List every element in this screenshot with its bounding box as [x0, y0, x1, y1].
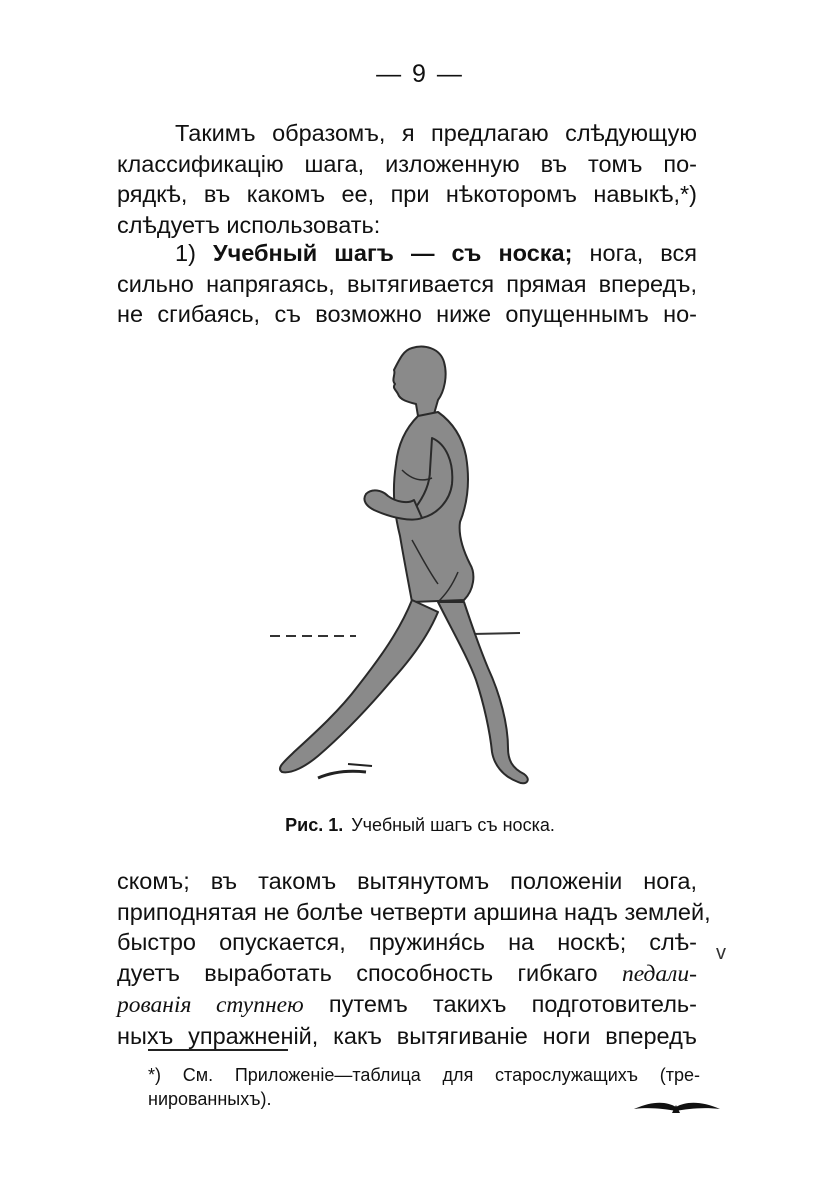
text-line: не сгибаясь, съ возможно ниже опущеннымъ но-	[117, 301, 697, 327]
text-line: ныхъ упражненій, какъ вытягиваніе ноги впередъ	[117, 1022, 697, 1049]
margin-check-mark: v	[716, 942, 726, 964]
text-line	[117, 238, 697, 269]
text-line: приподнятая не болѣе четверти аршина надъ землей,	[117, 898, 711, 925]
figure-caption-text: Учебный шагъ съ носка.	[351, 815, 555, 835]
text-line: слѣдуетъ использовать:	[117, 211, 381, 238]
step-term: Учебный шагъ — съ носка;	[212, 240, 573, 266]
footnote-line: нированныхъ).	[148, 1089, 272, 1109]
footnote-rule	[148, 1049, 288, 1051]
footnote-line: *) См. Приложеніе—таблица для старослужащихъ (тре-	[148, 1065, 700, 1085]
text-line: сильно напрягаясь, вытягивается прямая впередъ,	[117, 270, 697, 297]
figure-caption	[0, 815, 840, 836]
text-line: скомъ; въ такомъ вытянутомъ положеніи нога,	[117, 868, 697, 894]
footnote	[148, 1063, 700, 1111]
list-number: 1)	[175, 240, 196, 266]
paragraph-training-step	[117, 238, 697, 330]
text-line: быстро опускается, пружиня́сь на носкѣ; слѣ-	[117, 929, 697, 955]
text-line: Такимъ образомъ, я предлагаю слѣдующую	[175, 120, 697, 146]
text-line: классификацію шага, изложенную въ томъ по-	[117, 150, 697, 177]
walking-figure-illustration	[262, 340, 562, 800]
text-line: рядкѣ, въ какомъ ее, при нѣкоторомъ навыкѣ,*)	[117, 181, 697, 207]
text-fragment: нога, вся	[589, 240, 697, 266]
italic-term: педали-	[621, 960, 697, 987]
italic-term: рованія ступнею	[117, 992, 304, 1018]
page-number: — 9 —	[376, 60, 464, 88]
paragraph-step-continued	[117, 866, 711, 1051]
text-fragment: путемъ такихъ подготовитель-	[328, 991, 697, 1017]
figure-number: Рис. 1.	[285, 815, 344, 835]
text-line	[117, 989, 697, 1021]
text-fragment: дуетъ выработать способность гибкаго	[117, 959, 598, 986]
text-line	[117, 958, 697, 990]
ornament-icon	[632, 1097, 722, 1122]
paragraph-classification-intro	[117, 118, 697, 240]
